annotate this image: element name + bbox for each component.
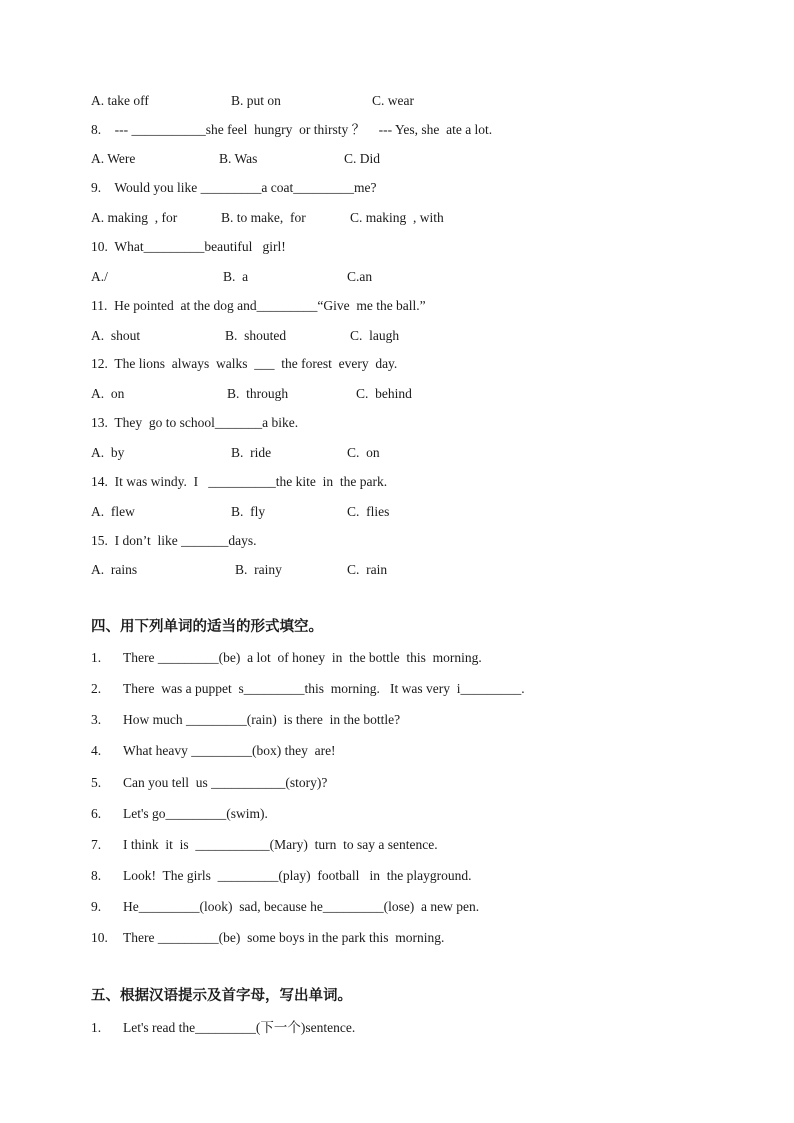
- s4-item-number: 2.: [91, 681, 102, 696]
- question-10-option-b: B. a: [223, 269, 249, 284]
- s4-item-number: 4.: [91, 743, 102, 758]
- s4-item-text: What heavy _________(box) they are!: [123, 743, 336, 758]
- question-11-option-c: C. laugh: [350, 328, 400, 343]
- q7-option-b: B. put on: [231, 93, 281, 108]
- s4-item-text: There _________(be) a lot of honey in the bottle this morning.: [123, 650, 482, 665]
- question-9-stem: 9. Would you like _________a coat_________me?: [91, 180, 377, 195]
- s5-item-number: 1.: [91, 1020, 102, 1035]
- question-15-stem: 15. I don’t like _______days.: [91, 533, 257, 548]
- question-10-option-c: C.an: [347, 269, 373, 284]
- question-8-option-c: C. Did: [344, 151, 381, 166]
- question-8-option-a: A. Were: [91, 151, 136, 166]
- s5-item-text: Let's read the_________(下一个)sentence.: [123, 1020, 356, 1035]
- s4-item-text: There _________(be) some boys in the park this morning.: [123, 930, 445, 945]
- s4-item-number: 7.: [91, 837, 102, 852]
- question-12-option-a: A. on: [91, 386, 125, 401]
- question-9-option-c: C. making , with: [350, 210, 444, 225]
- s4-item-text: He_________(look) sad, because he_________(lose) a new pen.: [123, 899, 480, 914]
- question-10-stem: 10. What_________beautiful girl!: [91, 239, 286, 254]
- question-15-option-a: A. rains: [91, 562, 138, 577]
- s4-item-number: 10.: [91, 930, 108, 945]
- question-12-stem: 12. The lions always walks ___ the forest every day.: [91, 356, 398, 371]
- question-12-option-b: B. through: [227, 386, 289, 401]
- question-15-option-b: B. rainy: [235, 562, 282, 577]
- s4-item-number: 5.: [91, 775, 102, 790]
- s4-item-text: How much _________(rain) is there in the bottle?: [123, 712, 401, 727]
- question-13-option-a: A. by: [91, 445, 125, 460]
- question-14-option-c: C. flies: [347, 504, 390, 519]
- question-13-option-b: B. ride: [231, 445, 272, 460]
- s4-item-text: Let's go_________(swim).: [123, 806, 268, 821]
- s4-item-number: 8.: [91, 868, 102, 883]
- s4-item-number: 9.: [91, 899, 102, 914]
- question-14-option-a: A. flew: [91, 504, 135, 519]
- q7-option-c: C. wear: [372, 93, 414, 108]
- question-8-stem: 8. --- ___________she feel hungry or thirsty ？ --- Yes, she ate a lot.: [91, 122, 493, 137]
- question-15-option-c: C. rain: [347, 562, 388, 577]
- question-12-option-c: C. behind: [356, 386, 412, 401]
- question-13-stem: 13. They go to school_______a bike.: [91, 415, 299, 430]
- q7-option-a: A. take off: [91, 93, 149, 108]
- question-11-option-b: B. shouted: [225, 328, 287, 343]
- question-8-option-b: B. Was: [219, 151, 258, 166]
- section-4-title: 四、用下列单词的适当的形式填空。: [91, 619, 323, 635]
- s4-item-number: 6.: [91, 806, 102, 821]
- question-9-option-a: A. making , for: [91, 210, 178, 225]
- question-11-option-a: A. shout: [91, 328, 141, 343]
- question-13-option-c: C. on: [347, 445, 380, 460]
- s4-item-number: 1.: [91, 650, 102, 665]
- section-5-title: 五、根据汉语提示及首字母，写出单词。: [91, 988, 352, 1004]
- s4-item-text: Look! The girls _________(play) football in the playground.: [123, 868, 472, 883]
- s4-item-text: There was a puppet s_________this morning. It was very i_________.: [123, 681, 525, 696]
- question-9-option-b: B. to make, for: [221, 210, 306, 225]
- question-14-stem: 14. It was windy. I __________the kite in the park.: [91, 474, 388, 489]
- question-14-option-b: B. fly: [231, 504, 266, 519]
- s4-item-text: Can you tell us ___________(story)?: [123, 775, 328, 790]
- s4-item-text: I think it is ___________(Mary) turn to say a sentence.: [123, 837, 438, 852]
- question-10-option-a: A./: [91, 269, 108, 284]
- question-11-stem: 11. He pointed at the dog and_________“Give me the ball.”: [91, 298, 426, 313]
- s4-item-number: 3.: [91, 712, 102, 727]
